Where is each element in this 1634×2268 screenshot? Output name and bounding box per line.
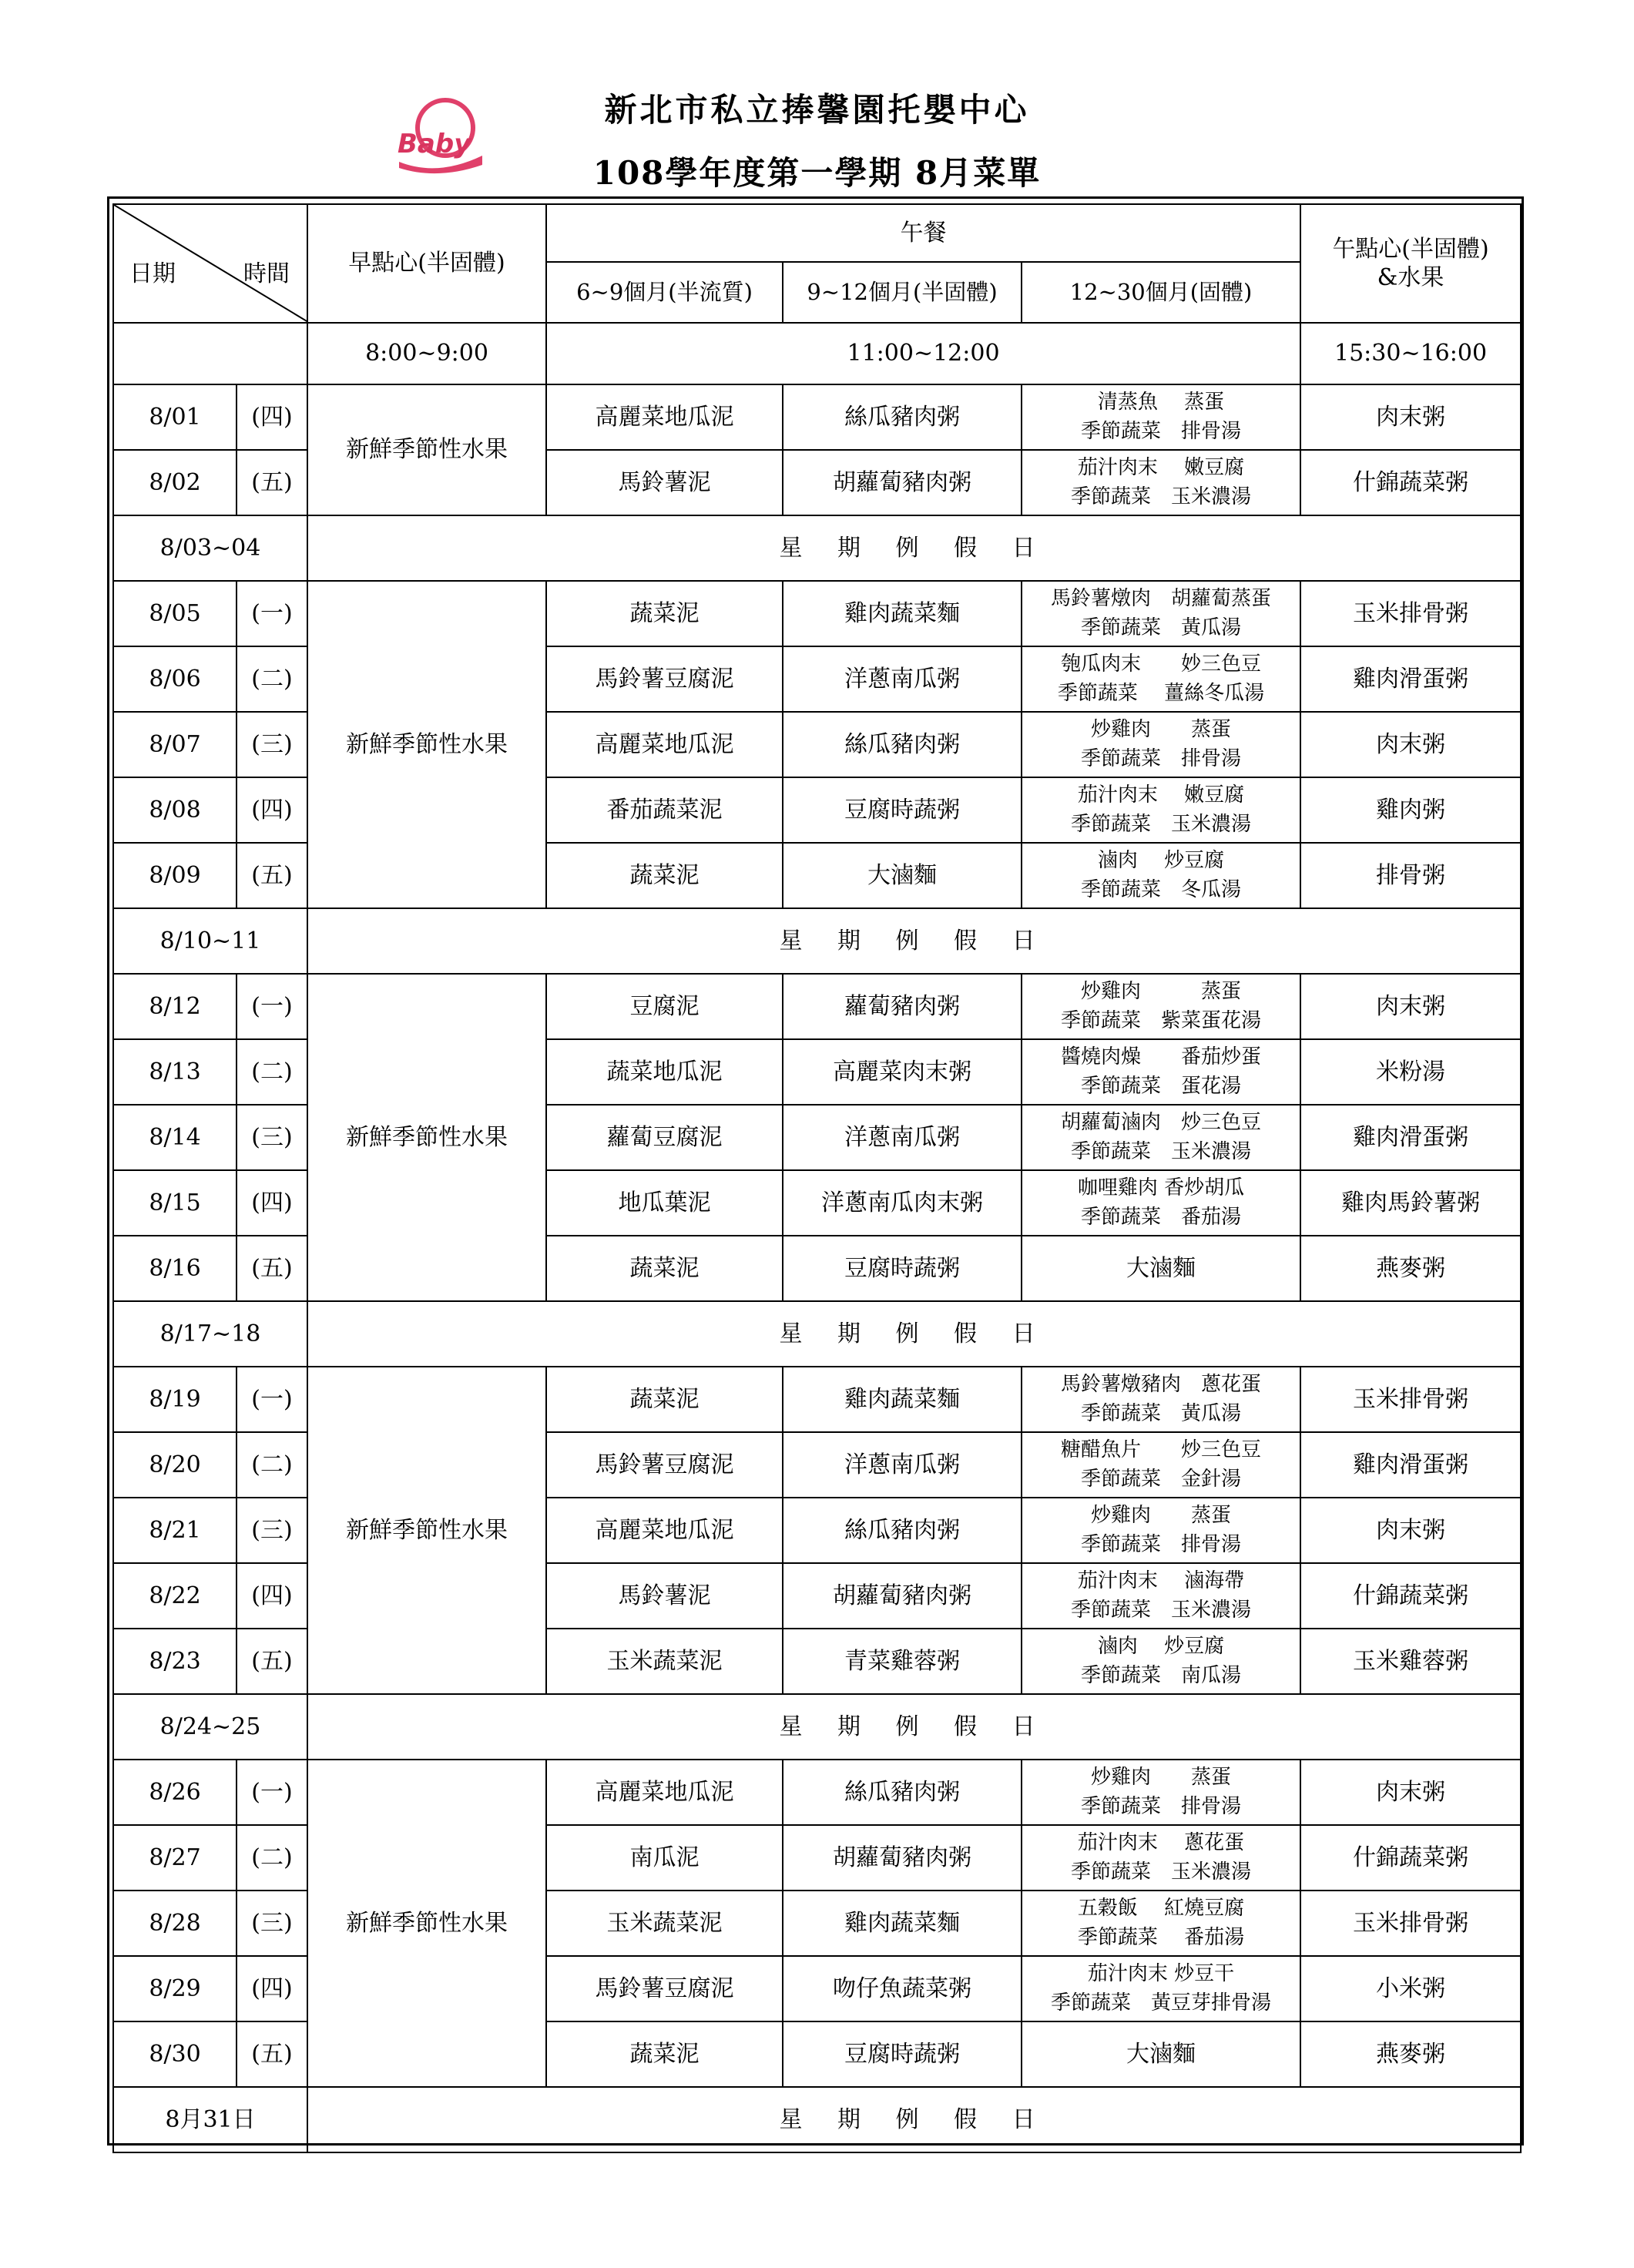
breakfast-time: 8:00~9:00 — [307, 323, 546, 384]
lunch-12-30-cell: 馬鈴薯燉豬肉 蔥花蛋 季節蔬菜 黃瓜湯 — [1022, 1367, 1300, 1432]
afternoon-cell: 什錦蔬菜粥 — [1300, 1563, 1521, 1629]
lunch-9-12-cell: 青菜雞蓉粥 — [783, 1629, 1022, 1694]
afternoon-cell: 什錦蔬菜粥 — [1300, 450, 1521, 515]
lunch-9-12-cell: 雞肉蔬菜麵 — [783, 581, 1022, 646]
lunch-6-9-cell: 蔬菜泥 — [546, 843, 783, 908]
afternoon-cell: 雞肉滑蛋粥 — [1300, 1105, 1521, 1170]
lunch-12-30-cell: 炒雞肉 蒸蛋 季節蔬菜 排骨湯 — [1022, 1760, 1300, 1825]
date-cell: 8月31日 — [113, 2087, 307, 2152]
date-cell: 8/09 — [113, 843, 237, 908]
day-cell: (一) — [237, 1760, 307, 1825]
lunch-12-30-cell: 茄汁肉末 炒豆干 季節蔬菜 黃豆芽排骨湯 — [1022, 1956, 1300, 2021]
afternoon-cell: 雞肉滑蛋粥 — [1300, 1432, 1521, 1498]
lunch-6-9-cell: 高麗菜地瓜泥 — [546, 1760, 783, 1825]
afternoon-cell: 什錦蔬菜粥 — [1300, 1825, 1521, 1891]
breakfast-header: 早點心(半固體) — [307, 204, 546, 323]
date-cell: 8/30 — [113, 2021, 237, 2087]
date-cell: 8/27 — [113, 1825, 237, 1891]
lunch-9-12-cell: 高麗菜肉末粥 — [783, 1039, 1022, 1105]
day-cell: (二) — [237, 1039, 307, 1105]
lunch-6-9-cell: 蘿蔔豆腐泥 — [546, 1105, 783, 1170]
date-cell: 8/02 — [113, 450, 237, 515]
date-cell: 8/07 — [113, 712, 237, 777]
day-cell: (五) — [237, 2021, 307, 2087]
lunch-12-30-cell: 大滷麵 — [1022, 2021, 1300, 2087]
lunch-6-9-cell: 豆腐泥 — [546, 974, 783, 1039]
afternoon-cell: 肉末粥 — [1300, 712, 1521, 777]
date-cell: 8/22 — [113, 1563, 237, 1629]
holiday-row — [113, 908, 1521, 974]
day-cell: (三) — [237, 1498, 307, 1563]
day-cell: (二) — [237, 1432, 307, 1498]
date-cell: 8/20 — [113, 1432, 237, 1498]
lunch-9-12-cell: 大滷麵 — [783, 843, 1022, 908]
day-cell: (四) — [237, 1956, 307, 2021]
day-cell: (四) — [237, 384, 307, 450]
day-cell: (四) — [237, 1170, 307, 1236]
holiday-cell: 星 期 例 假 日 — [307, 908, 1521, 974]
afternoon-cell: 肉末粥 — [1300, 384, 1521, 450]
lunch-6-9-cell: 蔬菜泥 — [546, 1236, 783, 1301]
lunch-9-12-cell: 絲瓜豬肉粥 — [783, 712, 1022, 777]
afternoon-cell: 小米粥 — [1300, 1956, 1521, 2021]
afternoon-cell: 燕麥粥 — [1300, 2021, 1521, 2087]
afternoon-cell: 雞肉滑蛋粥 — [1300, 646, 1521, 712]
lunch-6-9-cell: 馬鈴薯泥 — [546, 450, 783, 515]
lunch-6-9-cell: 高麗菜地瓜泥 — [546, 384, 783, 450]
afternoon-cell: 雞肉粥 — [1300, 777, 1521, 843]
lunch-12-30-cell: 胡蘿蔔滷肉 炒三色豆 季節蔬菜 玉米濃湯 — [1022, 1105, 1300, 1170]
day-cell: (一) — [237, 1367, 307, 1432]
lunch-12-30-cell: 滷肉 炒豆腐 季節蔬菜 冬瓜湯 — [1022, 843, 1300, 908]
afternoon-cell: 燕麥粥 — [1300, 1236, 1521, 1301]
lunch-9-12-cell: 胡蘿蔔豬肉粥 — [783, 1563, 1022, 1629]
lunch-9-12-cell: 洋蔥南瓜粥 — [783, 1432, 1022, 1498]
lunch-time: 11:00~12:00 — [546, 323, 1300, 384]
afternoon-cell: 玉米排骨粥 — [1300, 581, 1521, 646]
page-title: 新北市私立捧馨園托嬰中心 — [604, 91, 1030, 129]
lunch-6-9-cell: 玉米蔬菜泥 — [546, 1891, 783, 1956]
lunch-9-12-cell: 雞肉蔬菜麵 — [783, 1891, 1022, 1956]
lunch-12-30-cell: 茄汁肉末 滷海帶 季節蔬菜 玉米濃湯 — [1022, 1563, 1300, 1629]
date-cell: 8/10~11 — [113, 908, 307, 974]
lunch-6-9-cell: 馬鈴薯豆腐泥 — [546, 1956, 783, 2021]
lunch-9-12-cell: 洋蔥南瓜粥 — [783, 646, 1022, 712]
lunch-12-30-cell: 茄汁肉末 嫩豆腐 季節蔬菜 玉米濃湯 — [1022, 450, 1300, 515]
lunch-12-30-cell: 糖醋魚片 炒三色豆 季節蔬菜 金針湯 — [1022, 1432, 1300, 1498]
afternoon-cell: 玉米雞蓉粥 — [1300, 1629, 1521, 1694]
time-row-blank — [113, 323, 307, 384]
day-cell: (五) — [237, 1236, 307, 1301]
lunch-12-30-cell: 大滷麵 — [1022, 1236, 1300, 1301]
lunch-12-30-cell: 五穀飯 紅燒豆腐 季節蔬菜 番茄湯 — [1022, 1891, 1300, 1956]
date-cell: 8/15 — [113, 1170, 237, 1236]
date-cell: 8/21 — [113, 1498, 237, 1563]
date-cell: 8/17~18 — [113, 1301, 307, 1367]
afternoon-cell: 肉末粥 — [1300, 974, 1521, 1039]
lunch-9-12-cell: 絲瓜豬肉粥 — [783, 1760, 1022, 1825]
holiday-row — [113, 515, 1521, 581]
table-row — [113, 581, 1521, 646]
date-cell: 8/05 — [113, 581, 237, 646]
date-cell: 8/24~25 — [113, 1694, 307, 1760]
lunch-12-30-cell: 炒雞肉 蒸蛋 季節蔬菜 排骨湯 — [1022, 1498, 1300, 1563]
afternoon-cell: 肉末粥 — [1300, 1498, 1521, 1563]
lunch-6-9-cell: 番茄蔬菜泥 — [546, 777, 783, 843]
afternoon-time: 15:30~16:00 — [1300, 323, 1521, 384]
lunch-9-12-cell: 豆腐時蔬粥 — [783, 777, 1022, 843]
lunch-9-12-header: 9~12個月(半固體) — [783, 262, 1022, 323]
date-cell: 8/08 — [113, 777, 237, 843]
afternoon-cell: 雞肉馬鈴薯粥 — [1300, 1170, 1521, 1236]
lunch-12-30-cell: 醬燒肉燥 番茄炒蛋 季節蔬菜 蛋花湯 — [1022, 1039, 1300, 1105]
afternoon-cell: 玉米排骨粥 — [1300, 1891, 1521, 1956]
date-cell: 8/12 — [113, 974, 237, 1039]
date-cell: 8/03~04 — [113, 515, 307, 581]
lunch-6-9-cell: 馬鈴薯豆腐泥 — [546, 1432, 783, 1498]
lunch-9-12-cell: 胡蘿蔔豬肉粥 — [783, 1825, 1022, 1891]
lunch-9-12-cell: 雞肉蔬菜麵 — [783, 1367, 1022, 1432]
date-cell: 8/14 — [113, 1105, 237, 1170]
lunch-6-9-cell: 蔬菜泥 — [546, 581, 783, 646]
table-row — [113, 384, 1521, 450]
day-cell: (三) — [237, 1891, 307, 1956]
page-header — [0, 0, 1634, 200]
day-cell: (五) — [237, 843, 307, 908]
lunch-12-30-cell: 茄汁肉末 蔥花蛋 季節蔬菜 玉米濃湯 — [1022, 1825, 1300, 1891]
breakfast-cell: 新鮮季節性水果 — [307, 384, 546, 515]
lunch-12-30-cell: 炒雞肉 蒸蛋 季節蔬菜 排骨湯 — [1022, 712, 1300, 777]
date-header: 日期 — [129, 260, 176, 287]
date-cell: 8/23 — [113, 1629, 237, 1694]
menu-table — [112, 203, 1522, 2153]
lunch-6-9-cell: 馬鈴薯泥 — [546, 1563, 783, 1629]
lunch-6-9-cell: 馬鈴薯豆腐泥 — [546, 646, 783, 712]
lunch-9-12-cell: 豆腐時蔬粥 — [783, 2021, 1022, 2087]
lunch-6-9-cell: 高麗菜地瓜泥 — [546, 712, 783, 777]
lunch-12-30-cell: 茄汁肉末 嫩豆腐 季節蔬菜 玉米濃湯 — [1022, 777, 1300, 843]
holiday-row — [113, 1694, 1521, 1760]
day-cell: (二) — [237, 646, 307, 712]
lunch-12-30-cell: 馬鈴薯燉肉 胡蘿蔔蒸蛋 季節蔬菜 黃瓜湯 — [1022, 581, 1300, 646]
holiday-cell: 星 期 例 假 日 — [307, 515, 1521, 581]
lunch-9-12-cell: 絲瓜豬肉粥 — [783, 1498, 1022, 1563]
lunch-12-30-header: 12~30個月(固體) — [1022, 262, 1300, 323]
lunch-6-9-cell: 蔬菜泥 — [546, 1367, 783, 1432]
lunch-9-12-cell: 吻仔魚蔬菜粥 — [783, 1956, 1022, 2021]
lunch-6-9-cell: 蔬菜泥 — [546, 2021, 783, 2087]
holiday-cell: 星 期 例 假 日 — [307, 1301, 1521, 1367]
afternoon-header: 午點心(半固體) &水果 — [1300, 204, 1521, 323]
afternoon-cell: 玉米排骨粥 — [1300, 1367, 1521, 1432]
lunch-6-9-header: 6~9個月(半流質) — [546, 262, 783, 323]
afternoon-cell: 排骨粥 — [1300, 843, 1521, 908]
lunch-12-30-cell: 炒雞肉 蒸蛋 季節蔬菜 紫菜蛋花湯 — [1022, 974, 1300, 1039]
day-cell: (二) — [237, 1825, 307, 1891]
lunch-9-12-cell: 豆腐時蔬粥 — [783, 1236, 1022, 1301]
lunch-9-12-cell: 洋蔥南瓜粥 — [783, 1105, 1022, 1170]
table-row — [113, 1760, 1521, 1825]
breakfast-cell: 新鮮季節性水果 — [307, 1760, 546, 2087]
lunch-6-9-cell: 南瓜泥 — [546, 1825, 783, 1891]
lunch-6-9-cell: 高麗菜地瓜泥 — [546, 1498, 783, 1563]
holiday-cell: 星 期 例 假 日 — [307, 2087, 1521, 2152]
date-time-corner — [113, 204, 307, 323]
time-header: 時間 — [243, 260, 290, 287]
day-cell: (一) — [237, 974, 307, 1039]
date-cell: 8/06 — [113, 646, 237, 712]
lunch-6-9-cell: 玉米蔬菜泥 — [546, 1629, 783, 1694]
lunch-9-12-cell: 洋蔥南瓜肉末粥 — [783, 1170, 1022, 1236]
day-cell: (四) — [237, 1563, 307, 1629]
date-cell: 8/01 — [113, 384, 237, 450]
day-cell: (三) — [237, 712, 307, 777]
table-row — [113, 974, 1521, 1039]
lunch-9-12-cell: 蘿蔔豬肉粥 — [783, 974, 1022, 1039]
holiday-row — [113, 2087, 1521, 2152]
svg-text:Baby: Baby — [398, 129, 471, 159]
afternoon-cell: 米粉湯 — [1300, 1039, 1521, 1105]
lunch-6-9-cell: 地瓜葉泥 — [546, 1170, 783, 1236]
day-cell: (三) — [237, 1105, 307, 1170]
lunch-12-30-cell: 清蒸魚 蒸蛋 季節蔬菜 排骨湯 — [1022, 384, 1300, 450]
holiday-row — [113, 1301, 1521, 1367]
page-subtitle: 108學年度第一學期 8月菜單 — [592, 154, 1042, 192]
date-cell: 8/19 — [113, 1367, 237, 1432]
date-cell: 8/13 — [113, 1039, 237, 1105]
lunch-6-9-cell: 蔬菜地瓜泥 — [546, 1039, 783, 1105]
lunch-12-30-cell: 咖哩雞肉 香炒胡瓜 季節蔬菜 番茄湯 — [1022, 1170, 1300, 1236]
day-cell: (四) — [237, 777, 307, 843]
breakfast-cell: 新鮮季節性水果 — [307, 581, 546, 908]
lunch-9-12-cell: 絲瓜豬肉粥 — [783, 384, 1022, 450]
date-cell: 8/28 — [113, 1891, 237, 1956]
afternoon-cell: 肉末粥 — [1300, 1760, 1521, 1825]
table-row — [113, 1367, 1521, 1432]
lunch-12-30-cell: 匏瓜肉末 妙三色豆 季節蔬菜 薑絲冬瓜湯 — [1022, 646, 1300, 712]
day-cell: (五) — [237, 450, 307, 515]
day-cell: (五) — [237, 1629, 307, 1694]
date-cell: 8/29 — [113, 1956, 237, 2021]
date-cell: 8/26 — [113, 1760, 237, 1825]
day-cell: (一) — [237, 581, 307, 646]
holiday-cell: 星 期 例 假 日 — [307, 1694, 1521, 1760]
lunch-12-30-cell: 滷肉 炒豆腐 季節蔬菜 南瓜湯 — [1022, 1629, 1300, 1694]
breakfast-cell: 新鮮季節性水果 — [307, 974, 546, 1301]
lunch-9-12-cell: 胡蘿蔔豬肉粥 — [783, 450, 1022, 515]
lunch-header: 午餐 — [546, 204, 1300, 262]
date-cell: 8/16 — [113, 1236, 237, 1301]
breakfast-cell: 新鮮季節性水果 — [307, 1367, 546, 1694]
